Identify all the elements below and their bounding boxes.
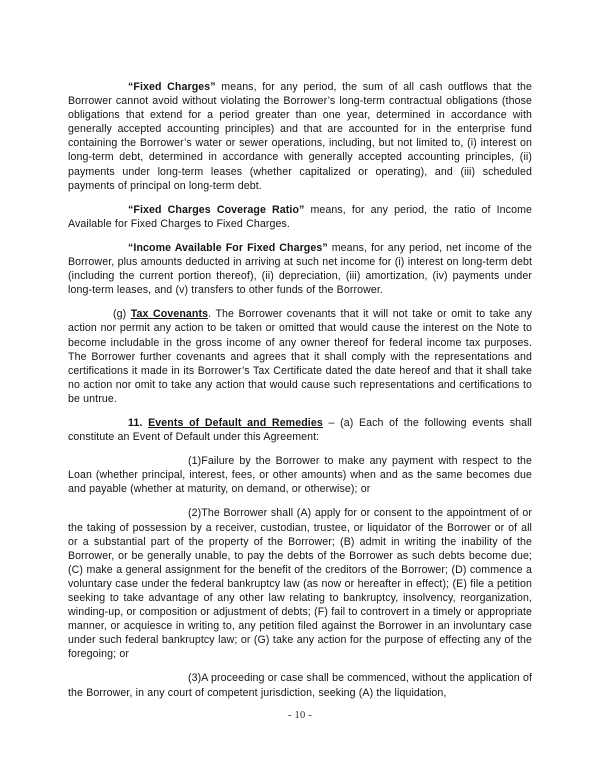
defined-term-fixed-charges: “Fixed Charges” [128,81,216,93]
paragraph-section-11-events-of-default [68,416,532,444]
defined-term-income-available-for-fixed-charges: “Income Available For Fixed Charges” [128,241,328,254]
document-body [68,80,532,700]
paragraph-fixed-charges-definition [68,80,532,193]
paragraph-text: Failure by the Borrower to make any payment with respect to the Loan (whether principal, interest, fees, or other amounts) when and as the same becomes due and payable (whether at maturity, on demand, or otherwise); or [68,455,532,496]
subsection-marker-g: (g) [113,308,127,321]
paragraph-fixed-charges-coverage-ratio-definition [68,203,532,231]
paragraph-default-event-2 [68,506,532,661]
paragraph-text: means, for any period, the ratio of Income Available for Fixed Charges to Fixed Charges. [68,203,533,230]
paragraph-text: The Borrower shall (A) apply for or consent to the appointment of or the taking of possession by a receiver, custodian, trustee, or liquidator of the Borrower or of all or a substantial part of the property of the Borrower; (B) admit in writing the inability of the Borrower, or be generally unable, to pay the debts of the Borrower as such debts become due; (C) make a general assignment for the benefit of the creditors of the Borrower; (D) commence a voluntary case under the federal bankruptcy law (as now or hereafter in effect); (E) file a petition seeking to take advantage of any other law relating to bankruptcy, insolvency, reorganization, winding-up, or composition or adjustment of debts; (F) fail to controvert in a timely or appropriate manner, or acquiesce in writing to, any petition filed against the Borrower in an involuntary case under such federal bankruptcy law; or (G) take any action for the purpose of effecting any of the foregoing; or [68,507,532,661]
paragraph-text: means, for any period, the sum of all cash outflows that the Borrower cannot avoid without violating the Borrower’s long-term contractual obligations (those obligations that extend for a period greater than one year, determined in accordance with generally accepted accounting principles) and that are accounted for in the enterprise fund containing the Borrower’s water or sewer operations, including, but not limited to, (i) interest on long-term debt, determined in accordance with generally accepted accounting principles, (ii) payments under long-term leases (whether capitalized or operating), and (iii) scheduled payments of principal on long-term debt. [68,81,532,192]
paragraph-text: – (a) Each of the following events shall constitute an Event of Default under this Agreement: [68,416,533,444]
paragraph-text: A proceeding or case shall be commenced, without the application of the Borrower, in any court of competent jurisdiction, seeking (A) the liquidation, [68,672,532,699]
paragraph-default-event-3 [68,671,532,699]
paragraph-default-event-1 [68,454,532,496]
list-marker-3: (3) [188,672,202,685]
paragraph-text: means, for any period, net income of the Borrower, plus amounts deducted in arriving at such net income for (i) interest on long-term debt (including the current portion thereof), (ii) depreciation, (iii) amortization, (iv) payments under long-term leases, and (v) transfers to other funds of the Borrower. [68,241,532,297]
paragraph-income-available-definition [68,241,532,297]
paragraph-text: . The Borrower covenants that it will not take or omit to take any action nor permit any action to be taken or omitted that would cause the interest on the Note to become includable in the gross income of any owner thereof for federal income tax purposes. The Borrower further covenants and agrees that it shall comply with the representations and certifications it made in its Borrower’s Tax Certificate dated the date hereof and that it shall take no action nor omit to take any action that would cause such representations and certifications to be untrue. [68,308,532,405]
list-marker-1: (1) [188,455,202,468]
paragraph-tax-covenants-subsection [68,307,532,406]
subsection-heading-tax-covenants: Tax Covenants [130,308,209,321]
defined-term-fixed-charges-coverage-ratio: “Fixed Charges Coverage Ratio” [128,203,305,216]
section-heading-events-of-default-and-remedies: Events of Default and Remedies [148,416,323,429]
section-number-11: 11. [128,416,143,429]
list-marker-2: (2) [188,507,202,520]
page-number: - 10 - [287,710,312,721]
